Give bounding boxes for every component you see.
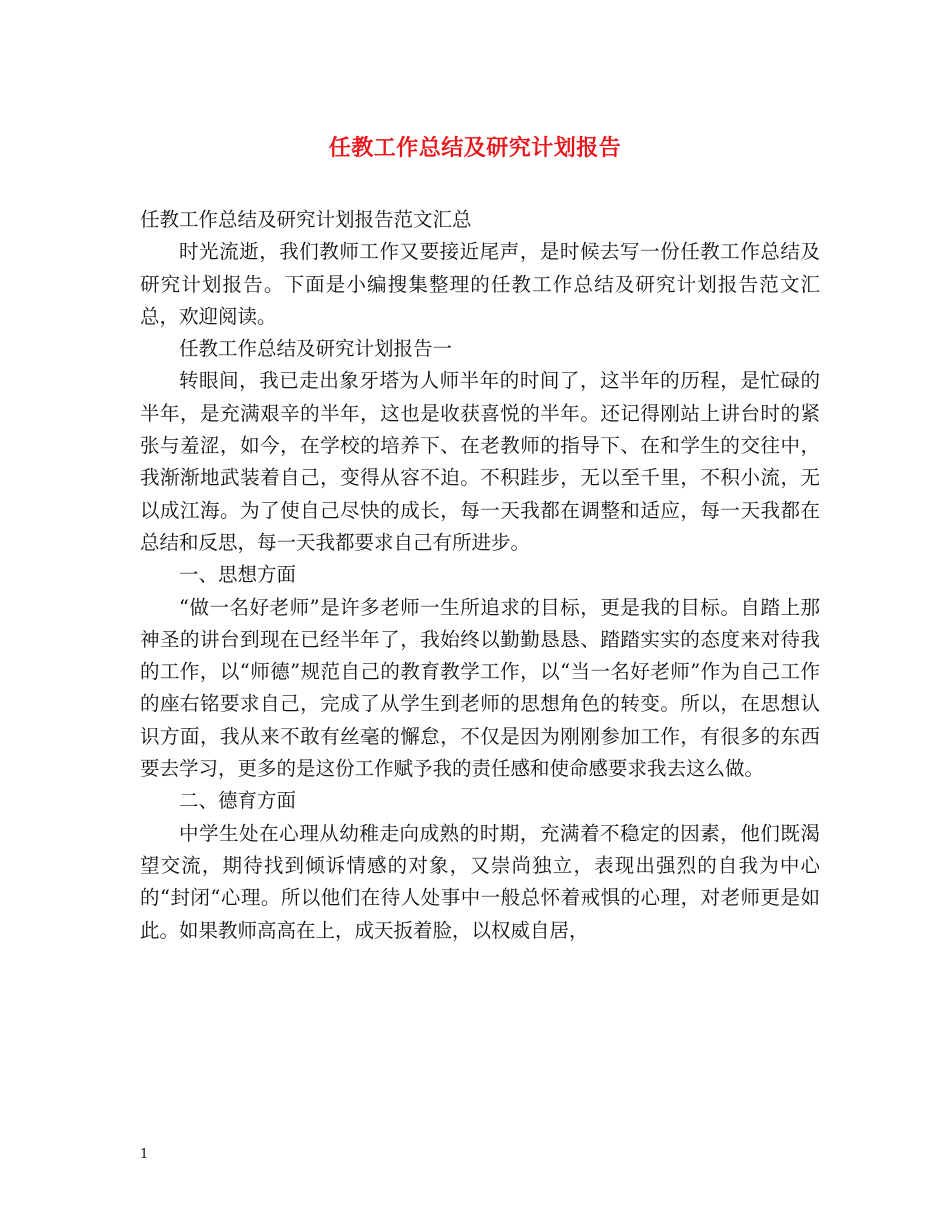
document-body	[140, 204, 820, 947]
body-paragraph: “做一名好老师”是许多老师一生所追求的目标，更是我的目标。自踏上那神圣的讲台到现在已经半年了，我始终以勤勤恳恳、踏踏实实的态度来对待我的工作，以“师德”规范自己的教育教学工作，以“当一名好老师”作为自己工作的座右铭要求自己，完成了从学生到老师的思想角色的转变。所以，在思想认识方面，我从来不敢有丝毫的懈怠，不仅是因为刚刚参加工作，有很多的东西要去学习，更多的是这份工作赋予我的责任感和使命感要求我去这么做。	[140, 595, 820, 781]
page-title: 任教工作总结及研究计划报告	[328, 135, 622, 161]
intro-paragraph: 时光流逝，我们教师工作又要接近尾声，是时候去写一份任教工作总结及研究计划报告。下面是小编搜集整理的任教工作总结及研究计划报告范文汇总，欢迎阅读。	[140, 240, 820, 328]
section-heading: 二、德育方面	[179, 789, 297, 813]
subtitle-paragraph: 任教工作总结及研究计划报告范文汇总	[140, 208, 472, 231]
body-paragraph: 中学生处在心理从幼稚走向成熟的时期，充满着不稳定的因素，他们既渴望交流，期待找到倾诉情感的对象，又崇尚独立，表现出强烈的自我为中心的“封闭“心理。所以他们在待人处事中一般总怀着戒惧的心理，对老师更是如此。如果教师高高在上，成天扳着脸，以权威自居，	[140, 821, 820, 942]
section-heading: 任教工作总结及研究计划报告一	[179, 337, 453, 361]
page-number: 1	[140, 1147, 149, 1162]
section-heading: 一、思想方面	[179, 563, 297, 587]
body-paragraph: 转眼间，我已走出象牙塔为人师半年的时间了，这半年的历程，是忙碌的半年，是充满艰辛的半年，这也是收获喜悦的半年。还记得刚站上讲台时的紧张与羞涩，如今，在学校的培养下、在老教师的指导下、在和学生的交往中，我渐渐地武装着自己，变得从容不迫。不积跬步，无以至千里，不积小流，无以成江海。为了使自己尽快的成长，每一天我都在调整和适应，每一天我都在总结和反思，每一天我都要求自己有所进步。	[140, 369, 820, 554]
